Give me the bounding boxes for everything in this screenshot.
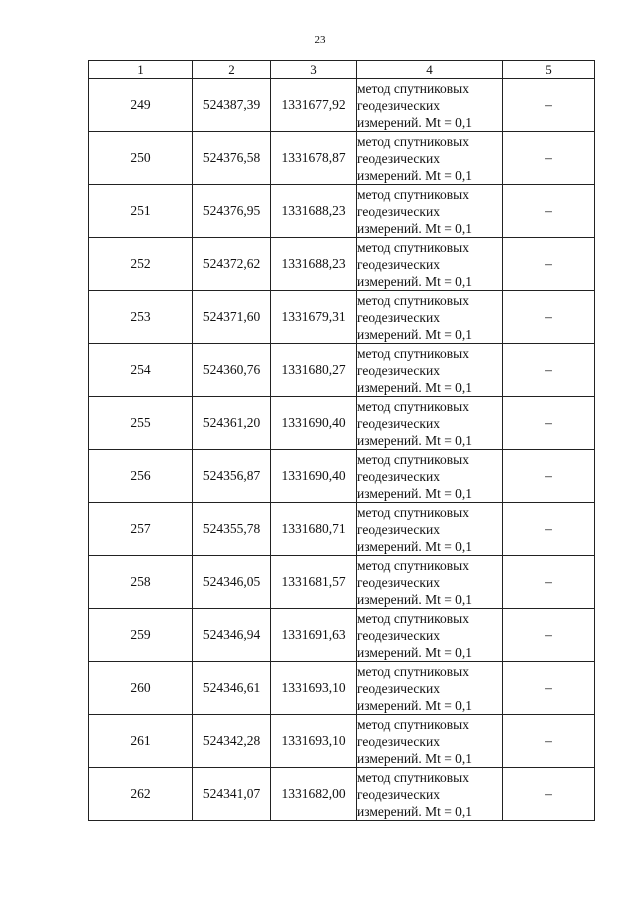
- method-line: метод спутниковых: [357, 345, 469, 361]
- method-cell: [357, 715, 503, 768]
- x-coordinate-cell: 524355,78: [193, 503, 271, 556]
- table-row: [89, 450, 595, 503]
- point-number-cell: 251: [89, 185, 193, 238]
- table-header: [89, 61, 595, 79]
- table-row: [89, 238, 595, 291]
- header-row: [89, 61, 595, 79]
- method-cell: [357, 79, 503, 132]
- method-line: метод спутниковых: [357, 80, 469, 96]
- table-row: [89, 715, 595, 768]
- x-coordinate-cell: 524376,58: [193, 132, 271, 185]
- method-line: метод спутниковых: [357, 610, 469, 626]
- column-header-2: 2: [193, 61, 271, 79]
- method-line: геодезических: [357, 150, 440, 166]
- table-row: [89, 662, 595, 715]
- y-coordinate-cell: 1331679,31: [271, 291, 357, 344]
- method-line: измерений. Mt = 0,1: [357, 591, 473, 607]
- table-row: [89, 79, 595, 132]
- table-row: [89, 397, 595, 450]
- method-line: метод спутниковых: [357, 239, 469, 255]
- x-coordinate-cell: 524346,61: [193, 662, 271, 715]
- note-cell: –: [503, 291, 595, 344]
- table-row: [89, 768, 595, 821]
- y-coordinate-cell: 1331690,40: [271, 397, 357, 450]
- y-coordinate-cell: 1331688,23: [271, 185, 357, 238]
- point-number-cell: 258: [89, 556, 193, 609]
- point-number-cell: 255: [89, 397, 193, 450]
- point-number-cell: 262: [89, 768, 193, 821]
- y-coordinate-cell: 1331680,71: [271, 503, 357, 556]
- x-coordinate-cell: 524346,05: [193, 556, 271, 609]
- y-coordinate-cell: 1331693,10: [271, 715, 357, 768]
- x-coordinate-cell: 524372,62: [193, 238, 271, 291]
- y-coordinate-cell: 1331680,27: [271, 344, 357, 397]
- y-coordinate-cell: 1331677,92: [271, 79, 357, 132]
- table-row: [89, 609, 595, 662]
- note-cell: –: [503, 238, 595, 291]
- x-coordinate-cell: 524371,60: [193, 291, 271, 344]
- method-line: метод спутниковых: [357, 504, 469, 520]
- y-coordinate-cell: 1331691,63: [271, 609, 357, 662]
- method-cell: [357, 503, 503, 556]
- column-header-4: 4: [357, 61, 503, 79]
- x-coordinate-cell: 524342,28: [193, 715, 271, 768]
- point-number-cell: 250: [89, 132, 193, 185]
- method-cell: [357, 238, 503, 291]
- method-line: метод спутниковых: [357, 557, 469, 573]
- point-number-cell: 252: [89, 238, 193, 291]
- column-header-3: 3: [271, 61, 357, 79]
- method-line: метод спутниковых: [357, 663, 469, 679]
- method-cell: [357, 397, 503, 450]
- method-line: геодезических: [357, 362, 440, 378]
- method-line: метод спутниковых: [357, 769, 469, 785]
- method-line: геодезических: [357, 786, 440, 802]
- table-row: [89, 132, 595, 185]
- method-cell: [357, 609, 503, 662]
- point-number-cell: 256: [89, 450, 193, 503]
- method-line: метод спутниковых: [357, 716, 469, 732]
- note-cell: –: [503, 185, 595, 238]
- method-line: измерений. Mt = 0,1: [357, 379, 473, 395]
- x-coordinate-cell: 524387,39: [193, 79, 271, 132]
- note-cell: –: [503, 768, 595, 821]
- y-coordinate-cell: 1331690,40: [271, 450, 357, 503]
- note-cell: –: [503, 662, 595, 715]
- method-line: измерений. Mt = 0,1: [357, 697, 473, 713]
- method-line: измерений. Mt = 0,1: [357, 644, 473, 660]
- method-cell: [357, 556, 503, 609]
- note-cell: –: [503, 344, 595, 397]
- point-number-cell: 249: [89, 79, 193, 132]
- note-cell: –: [503, 79, 595, 132]
- method-line: метод спутниковых: [357, 133, 469, 149]
- x-coordinate-cell: 524360,76: [193, 344, 271, 397]
- method-line: метод спутниковых: [357, 186, 469, 202]
- note-cell: –: [503, 397, 595, 450]
- table-row: [89, 185, 595, 238]
- method-line: измерений. Mt = 0,1: [357, 326, 473, 342]
- table-body: [89, 79, 595, 821]
- x-coordinate-cell: 524346,94: [193, 609, 271, 662]
- method-cell: [357, 344, 503, 397]
- page-number: 23: [314, 34, 326, 46]
- point-number-cell: 257: [89, 503, 193, 556]
- point-number-cell: 261: [89, 715, 193, 768]
- y-coordinate-cell: 1331688,23: [271, 238, 357, 291]
- table-row: [89, 344, 595, 397]
- x-coordinate-cell: 524376,95: [193, 185, 271, 238]
- x-coordinate-cell: 524341,07: [193, 768, 271, 821]
- method-cell: [357, 291, 503, 344]
- method-line: геодезических: [357, 468, 440, 484]
- column-header-5: 5: [503, 61, 595, 79]
- method-cell: [357, 450, 503, 503]
- method-line: геодезических: [357, 574, 440, 590]
- table-row: [89, 291, 595, 344]
- method-line: измерений. Mt = 0,1: [357, 538, 473, 554]
- method-line: измерений. Mt = 0,1: [357, 750, 473, 766]
- method-line: геодезических: [357, 256, 440, 272]
- method-line: метод спутниковых: [357, 451, 469, 467]
- method-line: измерений. Mt = 0,1: [357, 485, 473, 501]
- method-line: геодезических: [357, 680, 440, 696]
- note-cell: –: [503, 450, 595, 503]
- method-line: измерений. Mt = 0,1: [357, 432, 473, 448]
- method-line: измерений. Mt = 0,1: [357, 167, 473, 183]
- method-line: геодезических: [357, 203, 440, 219]
- method-cell: [357, 768, 503, 821]
- y-coordinate-cell: 1331693,10: [271, 662, 357, 715]
- note-cell: –: [503, 609, 595, 662]
- method-line: геодезических: [357, 521, 440, 537]
- method-line: геодезических: [357, 627, 440, 643]
- method-line: геодезических: [357, 733, 440, 749]
- method-line: измерений. Mt = 0,1: [357, 114, 473, 130]
- note-cell: –: [503, 556, 595, 609]
- method-cell: [357, 185, 503, 238]
- note-cell: –: [503, 715, 595, 768]
- column-header-1: 1: [89, 61, 193, 79]
- method-line: геодезических: [357, 97, 440, 113]
- coordinates-table: [88, 60, 595, 821]
- method-line: геодезических: [357, 415, 440, 431]
- table-row: [89, 503, 595, 556]
- method-line: измерений. Mt = 0,1: [357, 273, 473, 289]
- method-cell: [357, 662, 503, 715]
- point-number-cell: 260: [89, 662, 193, 715]
- y-coordinate-cell: 1331682,00: [271, 768, 357, 821]
- method-cell: [357, 132, 503, 185]
- method-line: измерений. Mt = 0,1: [357, 803, 473, 819]
- point-number-cell: 253: [89, 291, 193, 344]
- x-coordinate-cell: 524356,87: [193, 450, 271, 503]
- note-cell: –: [503, 503, 595, 556]
- point-number-cell: 259: [89, 609, 193, 662]
- method-line: измерений. Mt = 0,1: [357, 220, 473, 236]
- method-line: метод спутниковых: [357, 398, 469, 414]
- point-number-cell: 254: [89, 344, 193, 397]
- note-cell: –: [503, 132, 595, 185]
- method-line: геодезических: [357, 309, 440, 325]
- y-coordinate-cell: 1331678,87: [271, 132, 357, 185]
- method-line: метод спутниковых: [357, 292, 469, 308]
- y-coordinate-cell: 1331681,57: [271, 556, 357, 609]
- x-coordinate-cell: 524361,20: [193, 397, 271, 450]
- table-row: [89, 556, 595, 609]
